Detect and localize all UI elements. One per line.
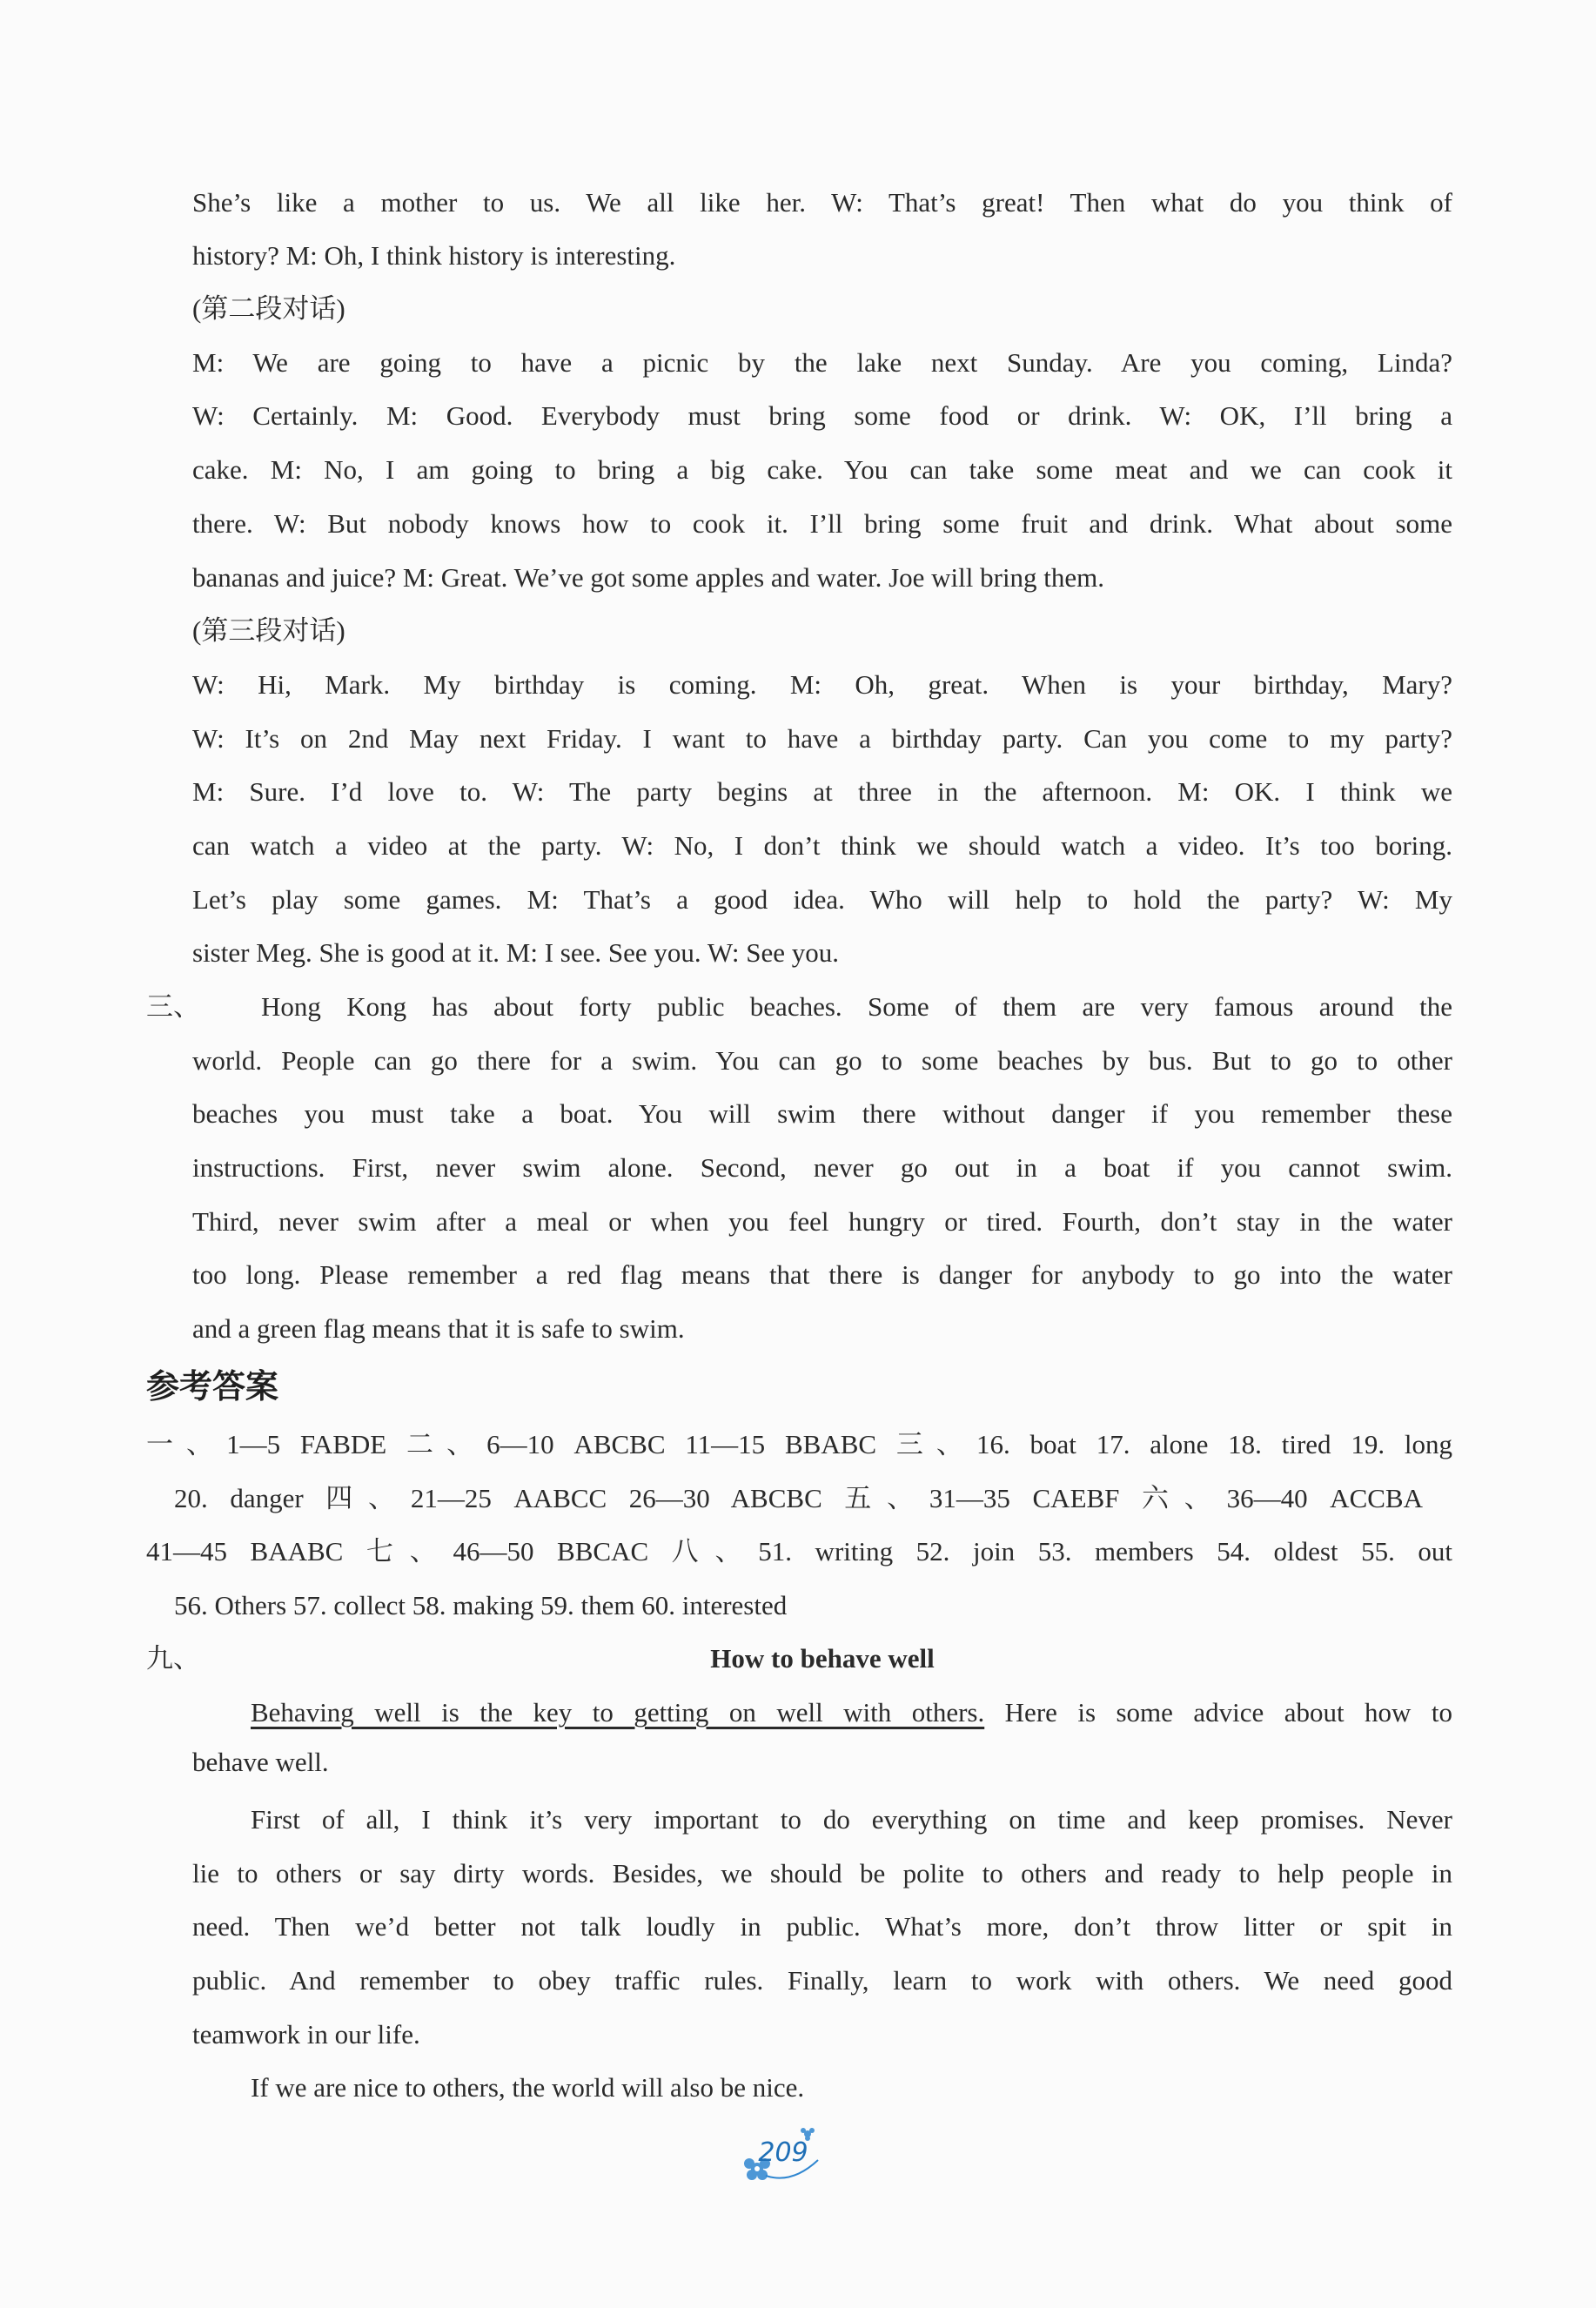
passage-line: and a green flag means that it is safe to swim. [192,1313,685,1344]
passage-line: Third, never swim after a meal or when you feel hungry or tired. Fourth, don’t stay in the water [192,1206,1452,1237]
dialogue2-line: bananas and juice? M: Great. We’ve got some apples and water. Joe will bring them. [192,562,1105,593]
page-number: 209 [758,2137,808,2168]
page-number-badge [740,2125,827,2186]
dialogue3-line: M: Sure. I’d love to. W: The party begins at three in the afternoon. M: OK. I think we [192,776,1452,807]
essay-line: teamwork in our life. [192,2019,420,2050]
essay-title: How to behave well [710,1643,935,1674]
essay-line: behave well. [192,1747,329,1777]
dialogue2-line: cake. M: No, I am going to bring a big cake. You can take some meat and we can cook it [192,454,1452,485]
dialogue1-line: history? M: Oh, I think history is interesting. [192,240,676,271]
dialogue3-line: can watch a video at the party. W: No, I don’t think we should watch a video. It’s too boring. [192,830,1452,861]
passage-line: beaches you must take a boat. You will swim there without danger if you remember these [192,1098,1452,1129]
essay-line: lie to others or say dirty words. Besides, we should be polite to others and ready to help people in [192,1858,1452,1889]
answers-line: 41—45 BAABC 七、46—50 BBCAC 八、51. writing 52. join 53. members 54. oldest 55. out [146,1536,1452,1567]
answers-heading: 参考答案 [146,1367,279,1406]
passage-line: Hong Kong has about forty public beaches. Some of them are very famous around the [261,991,1452,1022]
essay-line: If we are nice to others, the world will also be nice. [251,2072,805,2103]
dialogue3-line: W: It’s on 2nd May next Friday. I want to have a birthday party. Can you come to my party? [192,723,1452,754]
passage-line: instructions. First, never swim alone. Second, never go out in a boat if you cannot swim. [192,1152,1452,1183]
passage-line: too long. Please remember a red flag means that there is danger for anybody to go into the water [192,1259,1452,1290]
dialogue3-line: W: Hi, Mark. My birthday is coming. M: Oh, great. When is your birthday, Mary? [192,669,1452,700]
dialogue2-line: there. W: But nobody knows how to cook it. I’ll bring some fruit and drink. What about some [192,508,1452,539]
answers-line: 56. Others 57. collect 58. making 59. them 60. interested [174,1590,788,1620]
dialogue3-line: Let’s play some games. M: That’s a good idea. Who will help to hold the party? W: My [192,884,1452,915]
essay-line: public. And remember to obey traffic rules. Finally, learn to work with others. We need good [192,1965,1452,1996]
dialogue3-label: (第三段对话) [192,615,345,646]
essay-line: First of all, I think it’s very important to do everything on time and keep promises. Never [251,1804,1452,1835]
essay-text: Here is some advice about how to [984,1697,1452,1728]
passage-line: world. People can go there for a swim. You can go to some beaches by bus. But to go to other [192,1045,1452,1076]
essay-line: need. Then we’d better not talk loudly in public. What’s more, don’t throw litter or spit in [192,1911,1452,1942]
dialogue1-line: She’s like a mother to us. We all like her. W: That’s great! Then what do you think of [192,187,1452,218]
topic-sentence: Behaving well is the key to getting on well with others. [251,1697,985,1728]
dialogue2-line: W: Certainly. M: Good. Everybody must bring some food or drink. W: OK, I’ll bring a [192,400,1452,431]
dialogue3-line: sister Meg. She is good at it. M: I see. See you. W: See you. [192,937,840,968]
answers-line: 20. danger 四、21—25 AABCC 26—30 ABCBC 五、31—35 CAEBF 六、36—40 ACCBA [174,1483,1423,1513]
section3-label: 三、 [146,991,200,1022]
essay-label: 九、 [146,1643,200,1674]
dialogue2-label: (第二段对话) [192,293,345,324]
dialogue2-line: M: We are going to have a picnic by the lake next Sunday. Are you coming, Linda? [192,347,1452,378]
essay-line [251,1695,1452,1730]
answers-line: 一、1—5 FABDE 二、6—10 ABCBC 11—15 BBABC 三、16. boat 17. alone 18. tired 19. long [146,1429,1452,1459]
